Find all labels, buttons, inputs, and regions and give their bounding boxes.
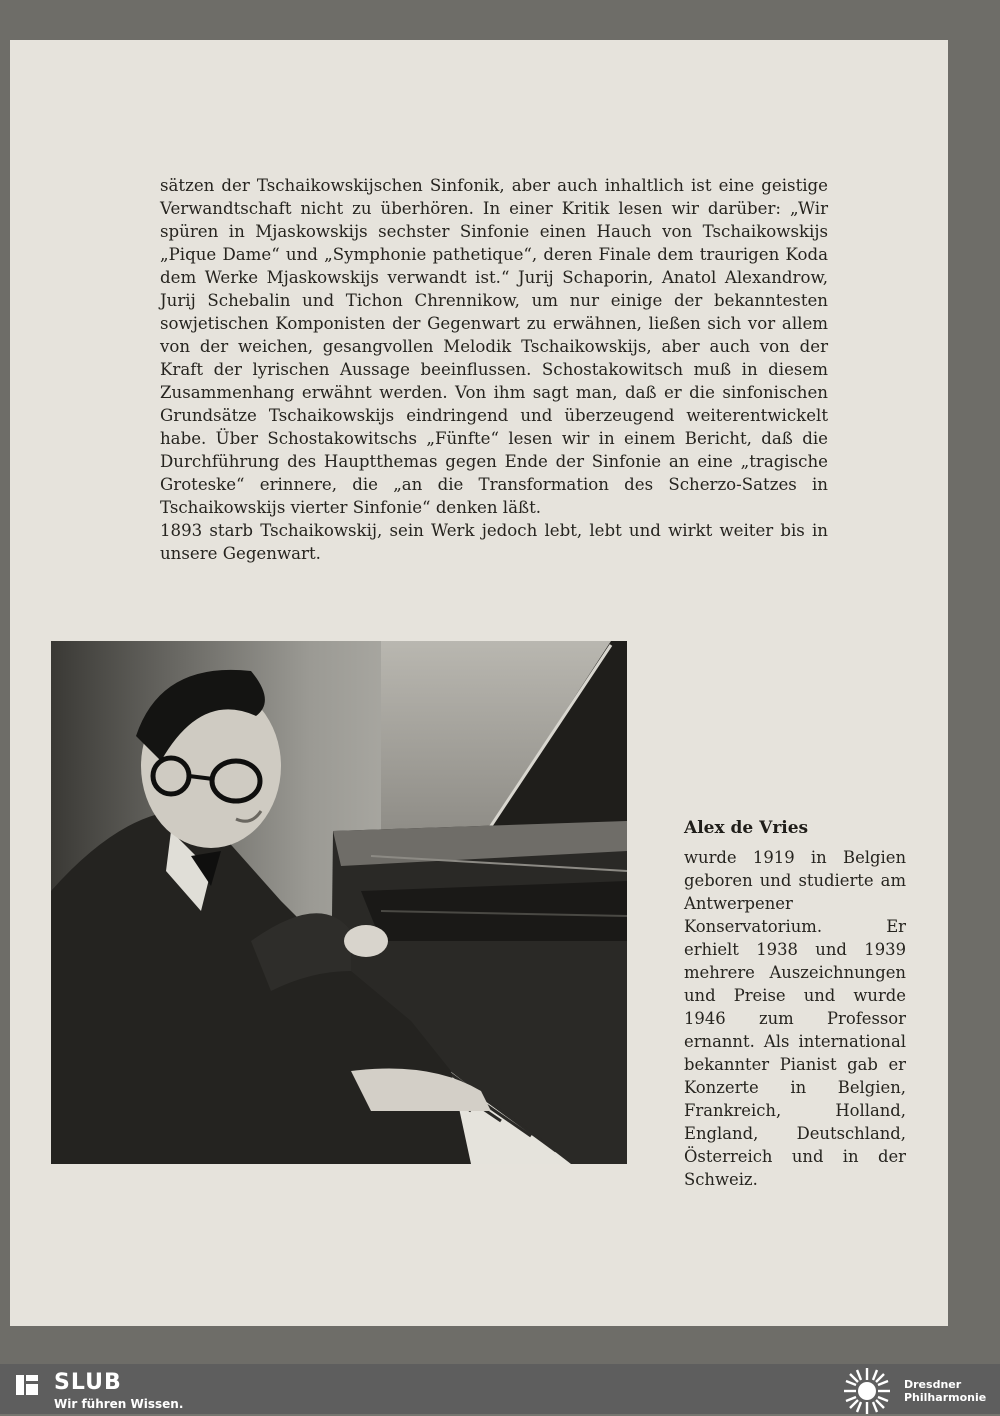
document-page <box>10 40 948 1326</box>
partner-name[interactable] <box>904 1378 986 1404</box>
bio-text: wurde 1919 in Belgien geboren und studierte am Antwerpener Konservatorium. Er erhielt 1938 und 1939 mehrere Auszeichnungen und Preise und wurde 1946 zum Professor ernannt. Als international bekannter Pianist gab er Konzerte in Belgien, Frankreich, Holland, England, Deutschland, Österreich und in der Schweiz. <box>684 848 906 1189</box>
partner-line-2: Philharmonie <box>904 1391 987 1404</box>
footer-bar <box>0 1364 1000 1414</box>
bio-heading: Alex de Vries <box>684 818 809 838</box>
article-paragraph: 1893 starb Tschaikowskij, sein Werk jedoch lebt, lebt und wirkt weiter bis in unsere Gegenwart. <box>160 521 828 563</box>
library-name[interactable]: SLUB <box>54 1370 122 1395</box>
article-paragraph: sätzen der Tschaikowskijschen Sinfonik, aber auch inhaltlich ist eine geistige Verwandtschaft nicht zu überhören. In einer Kritik lesen wir darüber: „Wir spüren in Mjaskowskijs sechster Sinfonie einen Hauch von Tschaikowskijs „Pique Dame“ und „Symphonie pathetique“, deren Finale dem traurigen Koda dem Werke Mjaskowskijs verwandt ist.“ Jurij Schaporin, Anatol Alexandrow, Jurij Schebalin und Tichon Chrennikow, um nur einige der bekanntesten sowjetischen Komponisten der Gegenwart zu erwähnen, ließen sich vor allem von der weichen, gesangvollen Melodik Tschaikowskijs, aber auch von der Kraft der lyrischen Aussage beeinflussen. Schostakowitsch muß in diesem Zusammenhang erwähnt werden. Von ihm sagt man, daß er die sinfonischen Grundsätze Tschaikowskijs eindringend und überzeugend weiterentwickelt habe. Über Schostakowitschs „Fünfte“ lesen wir in einem Bericht, daß die Durchführung des Hauptthemas gegen Ende der Sinfonie an eine „tragische Groteske“ erinnere, die „an die Transformation des Scherzo-Satzes in Tschaikowskijs vierter Sinfonie“ denken läßt. <box>160 176 828 517</box>
slub-book-icon <box>14 1372 40 1398</box>
partner-line-1: Dresdner <box>904 1378 962 1391</box>
library-tagline: Wir führen Wissen. <box>54 1397 184 1411</box>
sunburst-logo-icon[interactable] <box>842 1366 892 1416</box>
article-text <box>160 174 828 565</box>
pianist-photo <box>51 641 627 1164</box>
photo-image <box>51 641 627 1164</box>
